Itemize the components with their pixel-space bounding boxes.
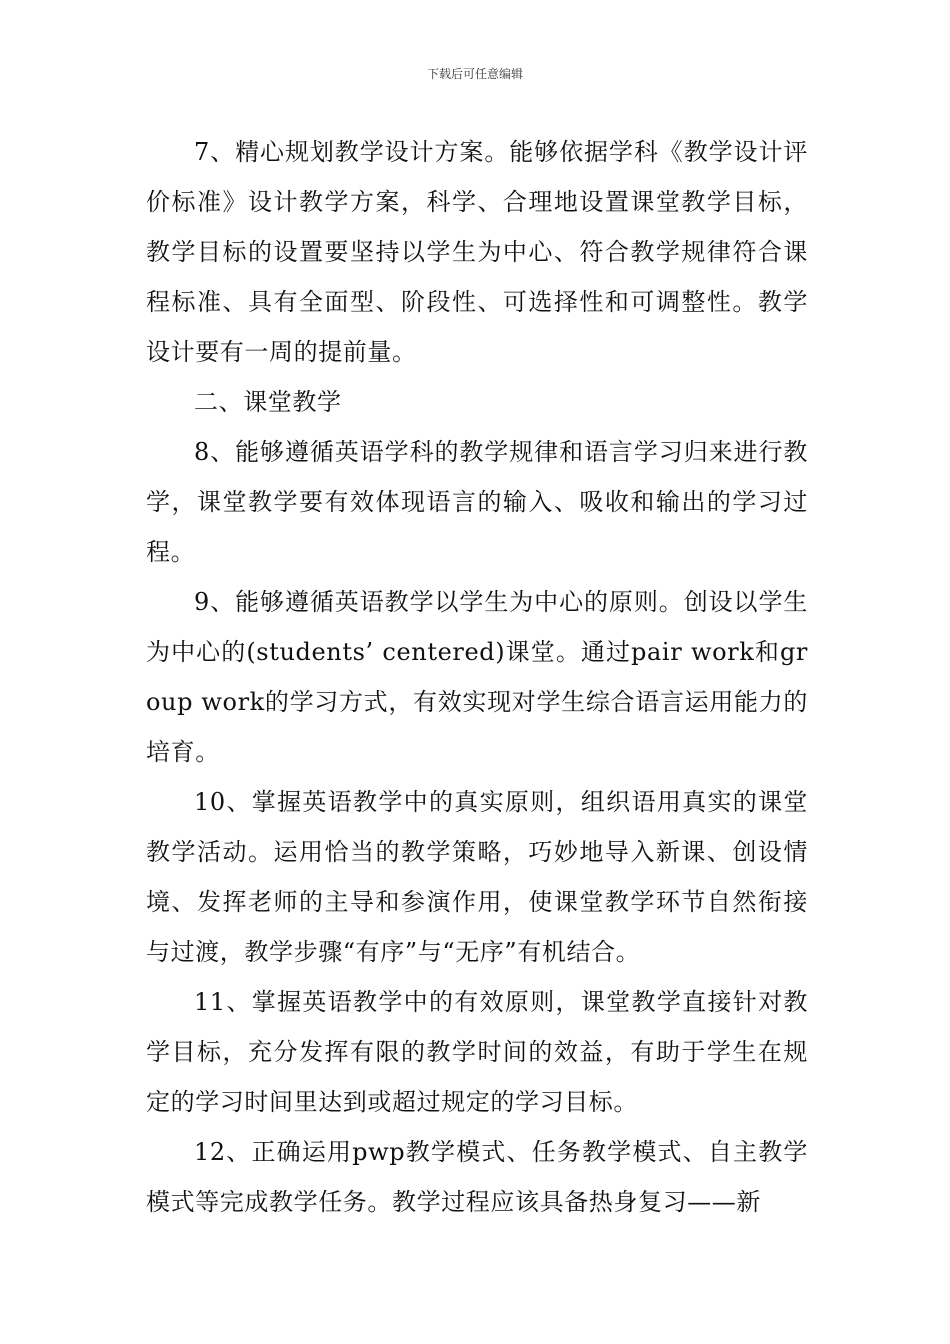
section-heading-classroom-teaching: 二、课堂教学 [194,388,342,416]
page-header: 下载后可任意编辑 [426,67,523,81]
paragraph-item-11: 11、掌握英语教学中的有效原则，课堂教学直接针对教学目标，充分发挥有限的教学时间的效益，有助于学生在规定的学习时间里达到或超过规定的学习目标。 [146,988,808,1116]
paragraph-item-7: 7、精心规划教学设计方案。能够依据学科《教学设计评价标准》设计教学方案，科学、合理地设置课堂教学目标，教学目标的设置要坚持以学生为中心、符合教学规律符合课程标准、具有全面型、阶段性、可选择性和可调整性。教学设计要有一周的提前量。 [146,138,808,366]
paragraph-item-8: 8、能够遵循英语学科的教学规律和语言学习归来进行教学，课堂教学要有效体现语言的输入、吸收和输出的学习过程。 [146,438,808,566]
document-body [146,127,808,1227]
paragraph-item-10: 10、掌握英语教学中的真实原则，组织语用真实的课堂教学活动。运用恰当的教学策略，巧妙地导入新课、创设情境、发挥老师的主导和参演作用，使课堂教学环节自然衔接与过渡，教学步骤“有序”与“无序”有机结合。 [146,788,808,966]
paragraph-item-12: 12、正确运用pwp教学模式、任务教学模式、自主教学模式等完成教学任务。教学过程应该具备热身复习——新 [146,1138,808,1216]
paragraph-item-9: 9、能够遵循英语教学以学生为中心的原则。创设以学生为中心的(students’ centered)课堂。通过pair work和group work的学习方式，有效实现对学生综合语言运用能力的培育。 [146,588,808,766]
